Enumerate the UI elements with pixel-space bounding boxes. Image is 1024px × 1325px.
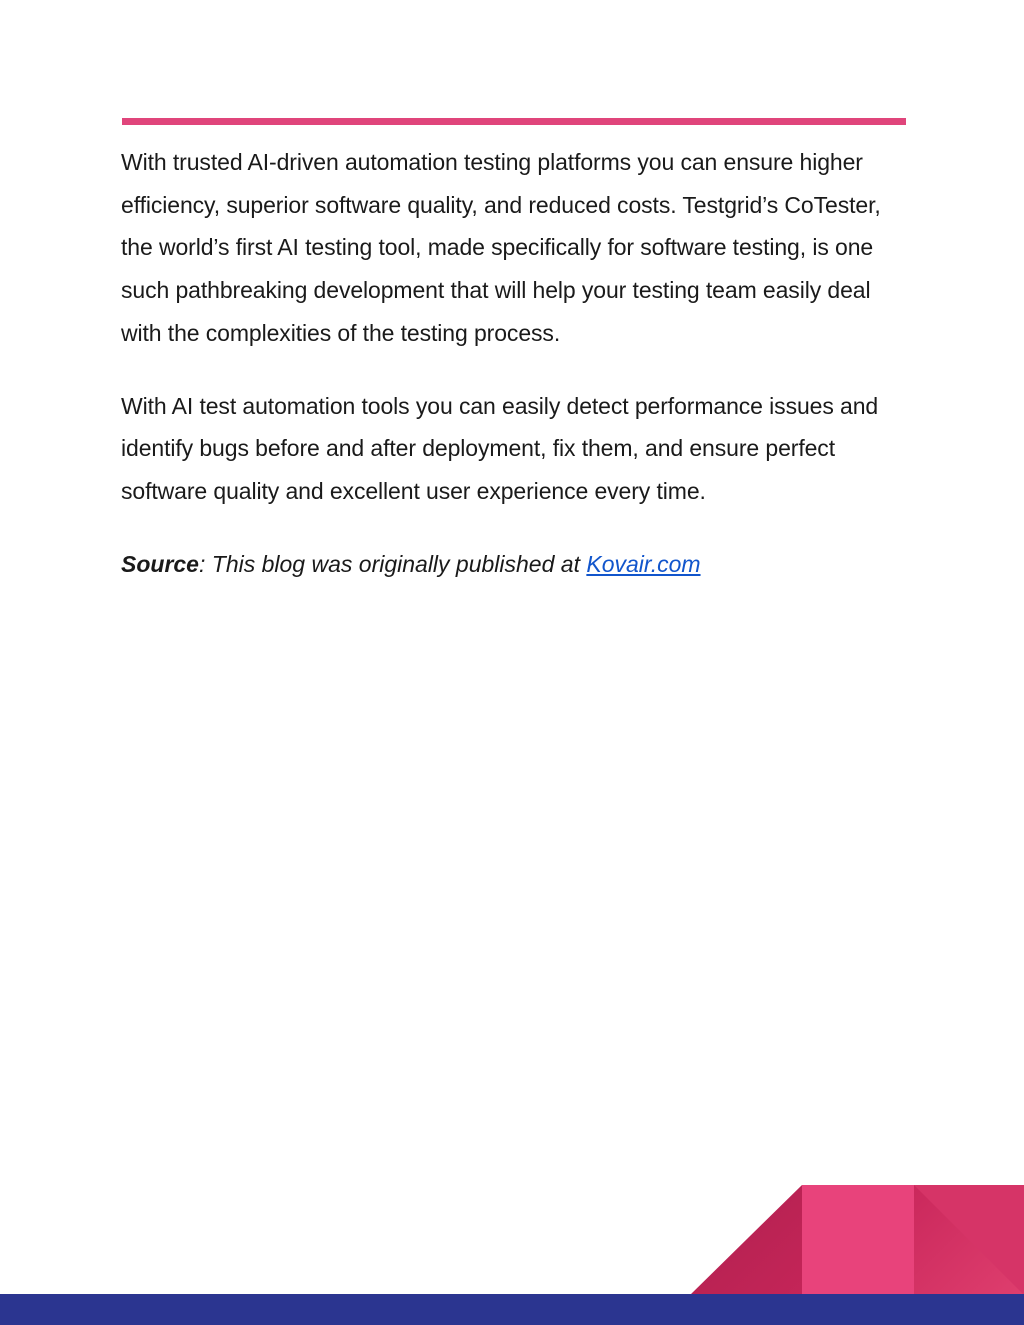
paragraph-ai-platforms: With trusted AI-driven automation testing platforms you can ensure higher efficiency, superior software quality, and reduced costs. Testgrid’s CoTester, the world’s first AI testing tool, made specifically for software testing, is one such pathbreaking development that will help your testing team easily deal with the complexities of the testing process. (121, 149, 881, 346)
paragraph-ai-tools: With AI test automation tools you can easily detect performance issues and identify bugs before and after deployment, fix them, and ensure perfect software quality and excellent user experience every time. (121, 392, 879, 504)
footer-bar (0, 1294, 1024, 1325)
corner-decoration (690, 1185, 1024, 1295)
top-accent-rule (122, 118, 906, 125)
source-label: Source (121, 550, 199, 577)
corner-triangle-left (690, 1185, 802, 1295)
document-body (121, 141, 911, 585)
source-text: : This blog was originally published at (198, 550, 587, 577)
source-link[interactable]: Kovair.com (586, 550, 701, 577)
corner-block-middle (802, 1185, 914, 1295)
source-line (121, 543, 911, 586)
